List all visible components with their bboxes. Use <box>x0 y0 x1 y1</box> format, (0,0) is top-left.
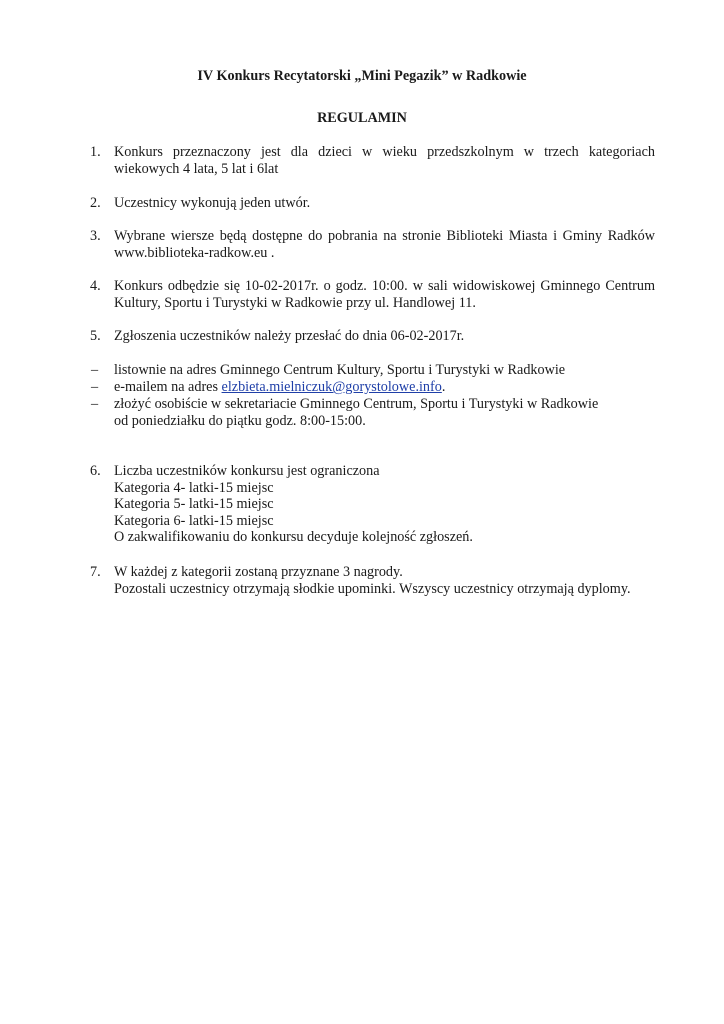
rule-text-line: Pozostali uczestnicy otrzymają słodkie upominki. Wszyscy uczestnicy otrzymają dyplomy. <box>114 580 631 597</box>
email-prefix: e-mailem na adres <box>114 379 222 395</box>
rule-number: 2. <box>90 195 101 211</box>
bullet-dash: – <box>91 379 99 395</box>
document-title: IV Konkurs Recytatorski „Mini Pegazik” w Radkowie <box>197 68 527 84</box>
rule-text-line: Wybrane wiersze będą dostępne do pobrania na stronie Biblioteki Miasta i Gminy Radków <box>114 228 655 244</box>
document-subtitle: REGULAMIN <box>317 110 407 126</box>
rule-text-line: Liczba uczestników konkursu jest ograniczona <box>114 463 380 479</box>
rule-number: 3. <box>90 228 101 244</box>
rule-text-line: www.biblioteka-radkow.eu . <box>114 244 275 261</box>
rule-number: 4. <box>90 278 101 294</box>
category-line: Kategoria 4- latki-15 miejsc <box>114 479 274 496</box>
rule-number: 1. <box>90 144 101 160</box>
submission-text: złożyć osobiście w sekretariacie Gminnego Centrum, Sportu i Turystyki w Radkowie <box>114 396 599 412</box>
rule-text-line: Konkurs przeznaczony jest dla dzieci w wieku przedszkolnym w trzech kategoriach <box>114 144 655 160</box>
rule-number: 6. <box>90 463 101 479</box>
bullet-dash: – <box>91 396 99 412</box>
submission-text <box>114 379 655 396</box>
submission-text: listownie na adres Gminnego Centrum Kultury, Sportu i Turystyki w Radkowie <box>114 362 566 378</box>
rule-text-line: W każdej z kategorii zostaną przyznane 3 nagrody. <box>114 564 403 580</box>
category-line: Kategoria 5- latki-15 miejsc <box>114 496 274 512</box>
email-suffix: . <box>441 379 446 395</box>
rule-text-line: Uczestnicy wykonują jeden utwór. <box>114 195 311 211</box>
submission-text: od poniedziałku do piątku godz. 8:00-15:00. <box>114 412 366 429</box>
bullet-dash: – <box>91 362 99 378</box>
rule-number: 5. <box>90 328 101 344</box>
rule-text-line: wiekowych 4 lata, 5 lat i 6lat <box>114 160 279 177</box>
rule-text-line: Kultury, Sportu i Turystyki w Radkowie przy ul. Handlowej 11. <box>114 294 476 311</box>
rule-text-line: Konkurs odbędzie się 10-02-2017r. o godz. 10:00. w sali widowiskowej Gminnego Centrum <box>114 278 655 294</box>
rule-text-line: Zgłoszenia uczestników należy przesłać do dnia 06-02-2017r. <box>114 328 465 344</box>
rule-text-line: O zakwalifikowaniu do konkursu decyduje kolejność zgłoszeń. <box>114 529 473 545</box>
rule-number: 7. <box>90 564 101 580</box>
email-link[interactable]: elzbieta.mielniczuk@gorystolowe.info <box>221 379 442 395</box>
category-line: Kategoria 6- latki-15 miejsc <box>114 512 274 529</box>
